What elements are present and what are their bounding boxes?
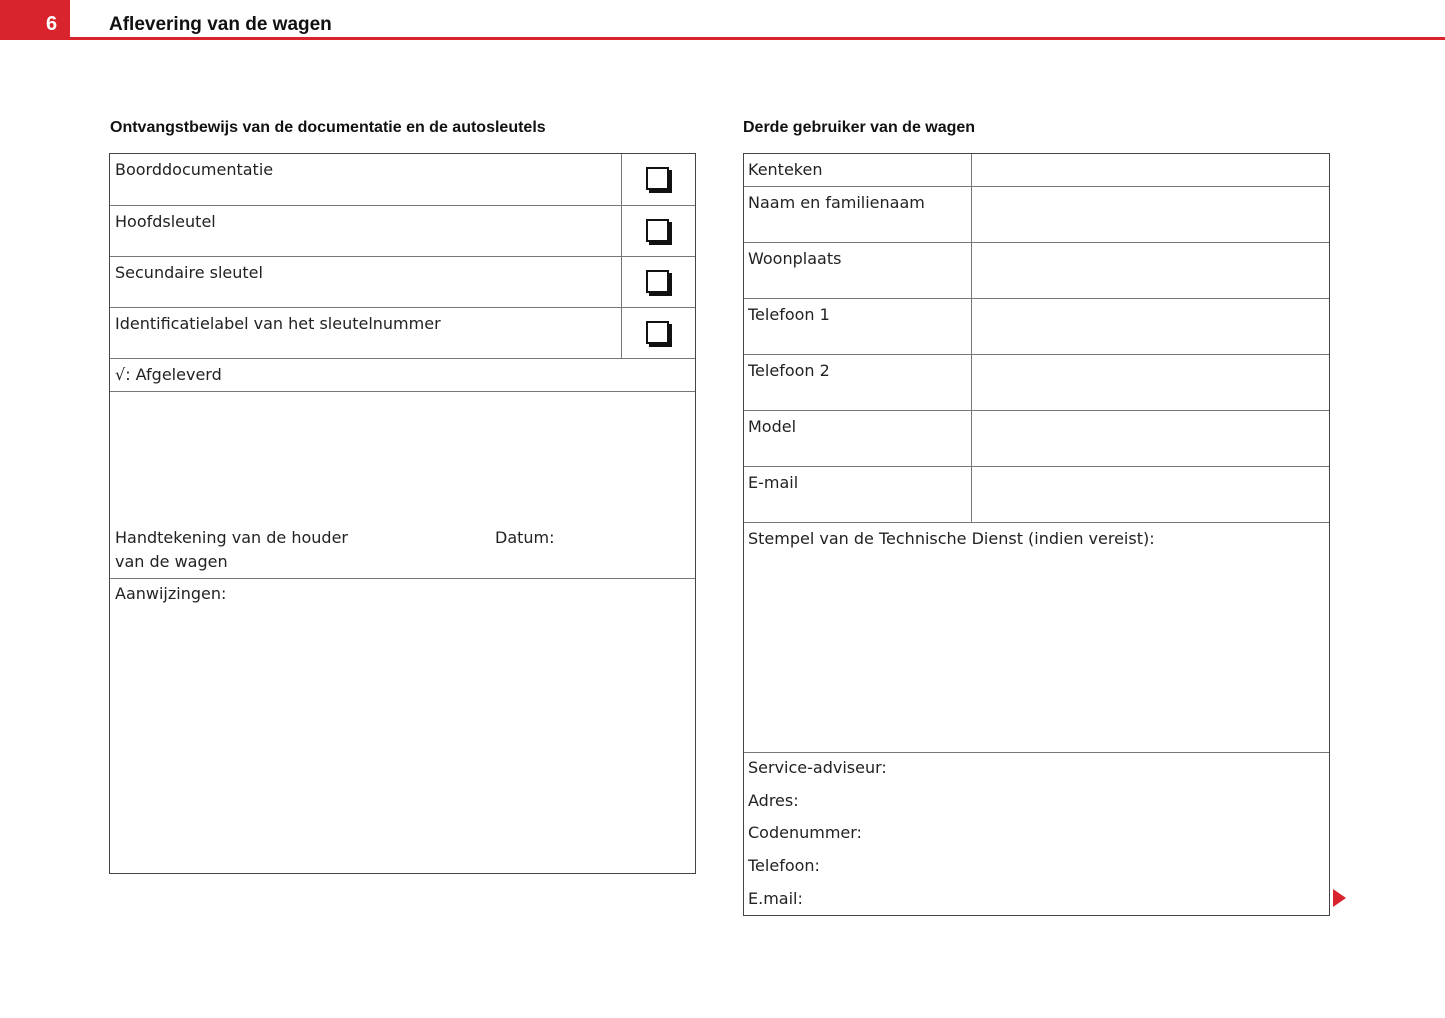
field-label: Telefoon 1	[748, 305, 830, 324]
field-label: Model	[748, 417, 797, 436]
receipt-row	[110, 308, 695, 359]
checkbox-icon[interactable]	[646, 321, 669, 344]
field-row[interactable]	[744, 467, 1329, 523]
field-row[interactable]	[744, 154, 1329, 187]
field-label: Kenteken	[748, 160, 823, 179]
stamp-label: Stempel van de Technische Dienst (indien vereist):	[748, 529, 1155, 548]
field-label: Naam en familienaam	[748, 193, 925, 212]
checkbox-icon[interactable]	[646, 167, 669, 190]
field-row[interactable]	[744, 411, 1329, 467]
field-row[interactable]	[744, 355, 1329, 411]
receipt-row	[110, 257, 695, 308]
field-label: E-mail	[748, 473, 799, 492]
field-label: Woonplaats	[748, 249, 842, 268]
field-label: Telefoon 2	[748, 361, 830, 380]
receipt-item-label: Hoofdsleutel	[115, 212, 216, 231]
receipt-item-label: Boorddocumentatie	[115, 160, 274, 179]
receipt-section-title: Ontvangstbewijs van de documentatie en de autosleutels	[110, 119, 546, 136]
checkbox-icon[interactable]	[646, 219, 669, 242]
notes-label: Aanwijzingen:	[115, 584, 227, 603]
field-row[interactable]	[744, 299, 1329, 355]
third-user-form	[743, 153, 1330, 916]
receipt-item-label: Identificatielabel van het sleutelnummer	[115, 314, 441, 333]
signature-label: Handtekening van de houder van de wagen	[115, 528, 348, 571]
phone-label: Telefoon:	[748, 856, 820, 875]
receipt-form	[109, 153, 696, 874]
legend-row	[110, 359, 695, 392]
checkbox-icon[interactable]	[646, 270, 669, 293]
receipt-row	[110, 206, 695, 257]
header-rule	[70, 37, 1445, 40]
delivered-legend: √: Afgeleverd	[115, 365, 222, 384]
signature-area[interactable]	[110, 392, 695, 579]
next-page-arrow-icon	[1333, 889, 1346, 907]
page-number-tab	[0, 0, 70, 40]
address-label: Adres:	[748, 791, 799, 810]
code-number-label: Codenummer:	[748, 823, 862, 842]
page-number: 6	[46, 13, 58, 35]
stamp-area[interactable]	[744, 523, 1329, 753]
field-row[interactable]	[744, 243, 1329, 299]
third-user-section-title: Derde gebruiker van de wagen	[743, 119, 976, 136]
receipt-item-label: Secundaire sleutel	[115, 263, 263, 282]
date-label: Datum:	[495, 528, 555, 547]
receipt-row	[110, 154, 695, 206]
page-title: Aflevering van de wagen	[109, 14, 332, 35]
email-label: E.mail:	[748, 889, 803, 908]
field-row[interactable]	[744, 187, 1329, 243]
service-advisor-label: Service-adviseur:	[748, 758, 887, 777]
